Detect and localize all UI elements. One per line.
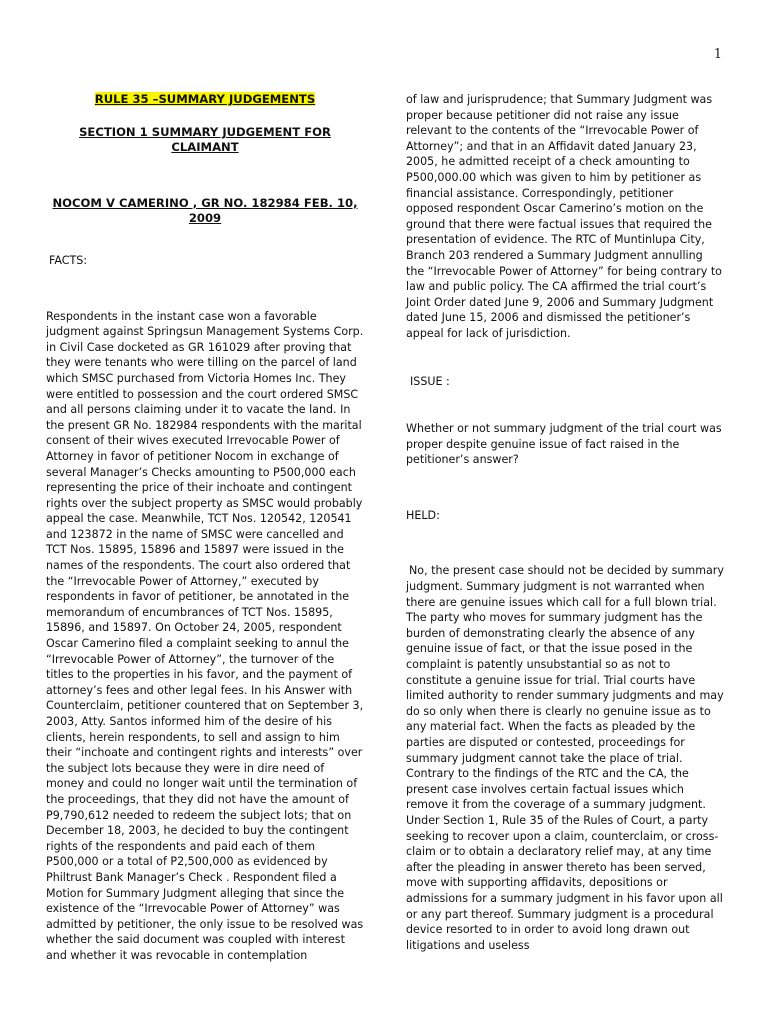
issue-label: ISSUE : <box>410 374 450 388</box>
issue-paragraph: Whether or not summary judgment of the trial court was proper despite genuine issue of fact raised in the petitioner’s answer? <box>406 422 722 467</box>
facts-label: FACTS: <box>49 253 88 267</box>
left-column <box>46 92 364 964</box>
case-title: NOCOM V CAMERINO , GR NO. 182984 FEB. 10, 2009 <box>52 195 358 226</box>
highlighted-rule-title: RULE 35 –SUMMARY JUDGEMENTS <box>94 92 316 106</box>
right-column <box>406 92 724 953</box>
held-paragraph: No, the present case should not be decided by summary judgment. Summary judgment is not warranted when there are genuine issues which call for a full blown trial. The party who moves for summary judgment has the burden of demonstrating clearly the absence of any genuine issue of fact, or that the issue posed in the complaint is patently unsubstantial so as not to constitute a genuine issue for trial. Trial courts have limited authority to render summary judgments and may do so only when there is clearly no genuine issue as to any material fact. When the facts as pleaded by the parties are disputed or contested, proceedings for summary judgment cannot take the place of trial. Contrary to the findings of the RTC and the CA, the present case involves certain factual issues which remove it from the coverage of a summary judgment. Under Section 1, Rule 35 of the Rules of Court, a party seeking to recover upon a claim, counterclaim, or cross-claim or to obtain a declaratory relief may, at any time after the pleading in answer thereto has been served, move with supporting affidavits, depositions or admissions for a summary judgment in his favor upon all or any part thereof. Summary judgment is a procedural device resorted to in order to avoid long drawn out litigations and useless <box>406 564 724 952</box>
held-label: HELD: <box>406 508 440 522</box>
facts-continued-paragraph: of law and jurisprudence; that Summary Judgment was proper because petitioner did not raise any issue relevant to the contents of the “Irrevocable Power of Attorney”; and that in an Affidavit dated January 23, 2005, he admitted receipt of a check amounting to P500,000.00 which was given to him by petitioner as financial assistance. Correspondingly, petitioner opposed respondent Oscar Camerino’s motion on the ground that there were factual issues that required the presentation of evidence. The RTC of Muntinlupa City, Branch 203 rendered a Summary Judgment annulling the “Irrevocable Power of Attorney” for being contrary to law and public policy. The CA affirmed the trial court’s Joint Order dated June 9, 2006 and Summary Judgment dated June 15, 2006 and dismissed the petitioner’s appeal for lack of jurisdiction. <box>406 93 722 340</box>
section-title: SECTION 1 SUMMARY JUDGEMENT FOR CLAIMANT <box>79 124 331 155</box>
page-number: 1 <box>713 47 722 62</box>
rule-title <box>46 92 364 108</box>
facts-paragraph: Respondents in the instant case won a favorable judgment against Springsun Management Systems Corp. in Civil Case docketed as GR 161029 after proving that they were tenants who were tilling on the parcel of land which SMSC purchased from Victoria Homes Inc. They were entitled to possession and the court ordered SMSC and all persons claiming under it to vacate the land. In the present GR No. 182984 respondents with the marital consent of their wives executed Irrevocable Power of Attorney in favor of petitioner Nocom in exchange of several Manager’s Checks amounting to P500,000 each representing the price of their inchoate and contingent rights over the subject property as SMSC would probably appeal the case. Meanwhile, TCT Nos. 120542, 120541 and 123872 in the name of SMSC were cancelled and TCT Nos. 15895, 15896 and 15897 were issued in the names of the respondents. The court also ordered that the “Irrevocable Power of Attorney,” executed by respondents in favor of petitioner, be annotated in the memorandum of encumbrances of TCT Nos. 15895, 15896, and 15897. On October 24, 2005, respondent Oscar Camerino filed a complaint seeking to annul the “Irrevocable Power of Attorney”, the turnover of the titles to the properties in his favor, and the payment of attorney’s fees and other legal fees. In his Answer with Counterclaim, petitioner countered that on September 3, 2003, Atty. Santos informed him of the desire of his clients, herein respondents, to sell and assign to him their “inchoate and contingent rights and interests” over the subject lots because they were in dire need of money and could no longer wait until the termination of the proceedings, that they did not have the amount of P9,790,612 needed to redeem the subject lots; that on December 18, 2003, he decided to buy the contingent rights of the respondents and paid each of them P500,000 or a total of P2,500,000 as evidenced by Philtrust Bank Manager’s Check . Respondent filed a Motion for Summary Judgment alleging that since the existence of the “Irrevocable Power of Attorney” was admitted by petitioner, the only issue to be resolved was whether the said document was coupled with interest and whether it was revocable in contemplation <box>46 309 364 962</box>
